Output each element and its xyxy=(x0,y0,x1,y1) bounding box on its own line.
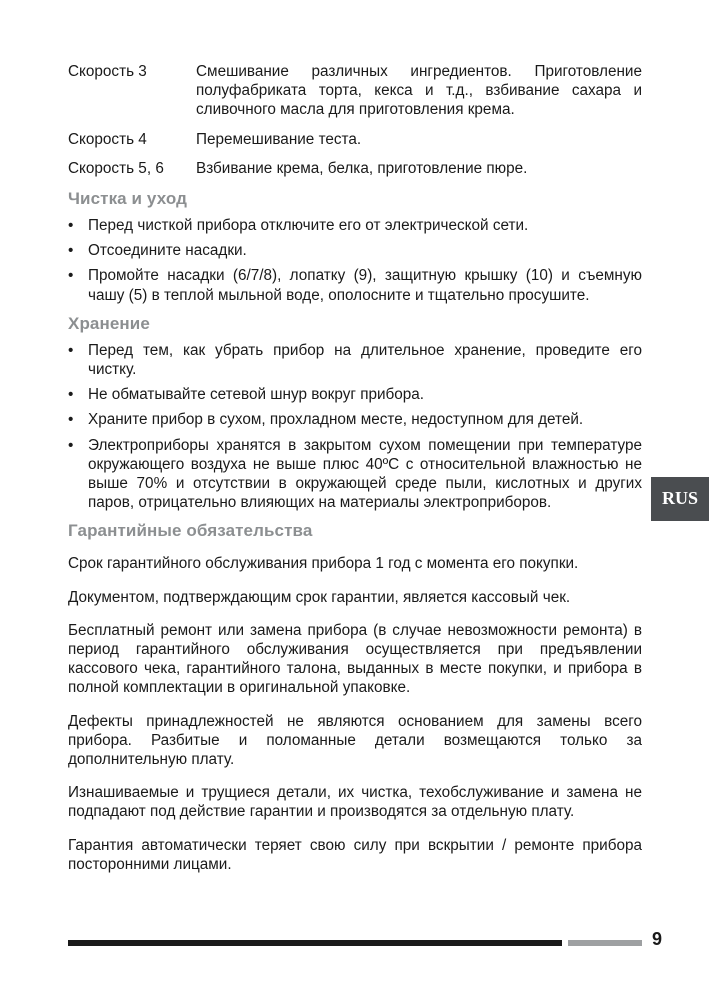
bullet-icon: • xyxy=(68,267,74,285)
storage-section xyxy=(68,313,642,513)
speed-row-4 xyxy=(68,130,642,149)
warranty-section xyxy=(68,520,642,874)
list-item: • Электроприборы хранятся в закрытом сухом помещении при температуре окружающего воздуха не выше плюс 40ºС с относительной влажностью не выше 70% и отсутствии в окружающей среде пыли, кислотных и других паров, отрицательно влияющих на материалы электроприборов. xyxy=(68,436,642,512)
bullet-icon: • xyxy=(68,341,74,359)
storage-list xyxy=(68,341,642,513)
list-item: • Перед тем, как убрать прибор на длительное хранение, проведите его чистку. xyxy=(68,341,642,379)
page-content xyxy=(68,62,642,888)
list-item: • Храните прибор в сухом, прохладном месте, недоступном для детей. xyxy=(68,411,584,429)
speed-label: Скорость 3 xyxy=(68,63,147,80)
page-number: 9 xyxy=(652,929,663,949)
cleaning-section xyxy=(68,188,642,305)
speed-row-3 xyxy=(68,62,642,120)
list-item: • Не обматывайте сетевой шнур вокруг прибора. xyxy=(68,386,425,404)
warranty-heading: Гарантийные обязательства xyxy=(68,521,313,541)
list-item: • Отсоедините насадки. xyxy=(68,242,247,260)
bullet-icon: • xyxy=(68,386,74,404)
language-tab: RUS xyxy=(651,477,709,521)
footer-rule-gray xyxy=(568,940,642,946)
bullet-icon: • xyxy=(68,436,74,454)
bullet-icon: • xyxy=(68,217,74,235)
list-item: • Промойте насадки (6/7/8), лопатку (9), защитную крышку (10) и съемную чашу (5) в теплой мыльной воде, ополосните и тщательно просушите. xyxy=(68,267,642,304)
list-item: • Перед чисткой прибора отключите его от электрической сети. xyxy=(68,217,529,235)
speed-description: Взбивание крема, белка, приготовление пюре. xyxy=(196,159,528,177)
speed-label: Скорость 4 xyxy=(68,130,147,148)
speed-description: Смешивание различных ингредиентов. Приготовление полуфабриката торта, кекса и т.д., взбивание сахара и сливочного масла для приготовления крема. xyxy=(196,63,642,119)
warranty-paragraph: Бесплатный ремонт или замена прибора (в случае невозможности ремонта) в период гарантийного обслуживания осуществляется при предъявлении кассового чека, гарантийного талона, выданных в месте покупки, и прибора в полной комплектации в оригинальной упаковке. xyxy=(68,621,642,697)
cleaning-heading: Чистка и уход xyxy=(68,189,187,209)
speed-label: Скорость 5, 6 xyxy=(68,159,164,177)
bullet-icon: • xyxy=(68,411,74,429)
speed-description: Перемешивание теста. xyxy=(196,130,362,148)
footer-rule-dark xyxy=(68,940,562,946)
cleaning-list xyxy=(68,216,642,305)
storage-heading: Хранение xyxy=(68,313,150,333)
bullet-icon: • xyxy=(68,242,74,260)
warranty-paragraph: Срок гарантийного обслуживания прибора 1 год с момента его покупки. xyxy=(68,555,579,573)
warranty-paragraph: Дефекты принадлежностей не являются основанием для замены всего прибора. Разбитые и поломанные детали возмещаются только за дополнительную плату. xyxy=(68,712,642,769)
speed-row-5-6 xyxy=(68,159,642,178)
warranty-paragraph: Гарантия автоматически теряет свою силу при вскрытии / ремонте прибора посторонними лицами. xyxy=(68,836,642,873)
warranty-paragraph: Документом, подтверждающим срок гарантии, является кассовый чек. xyxy=(68,588,571,606)
speed-list xyxy=(68,62,642,178)
warranty-paragraph: Изнашиваемые и трущиеся детали, их чистка, техобслуживание и замена не подпадают под действие гарантии и производятся за отдельную плату. xyxy=(68,784,642,821)
